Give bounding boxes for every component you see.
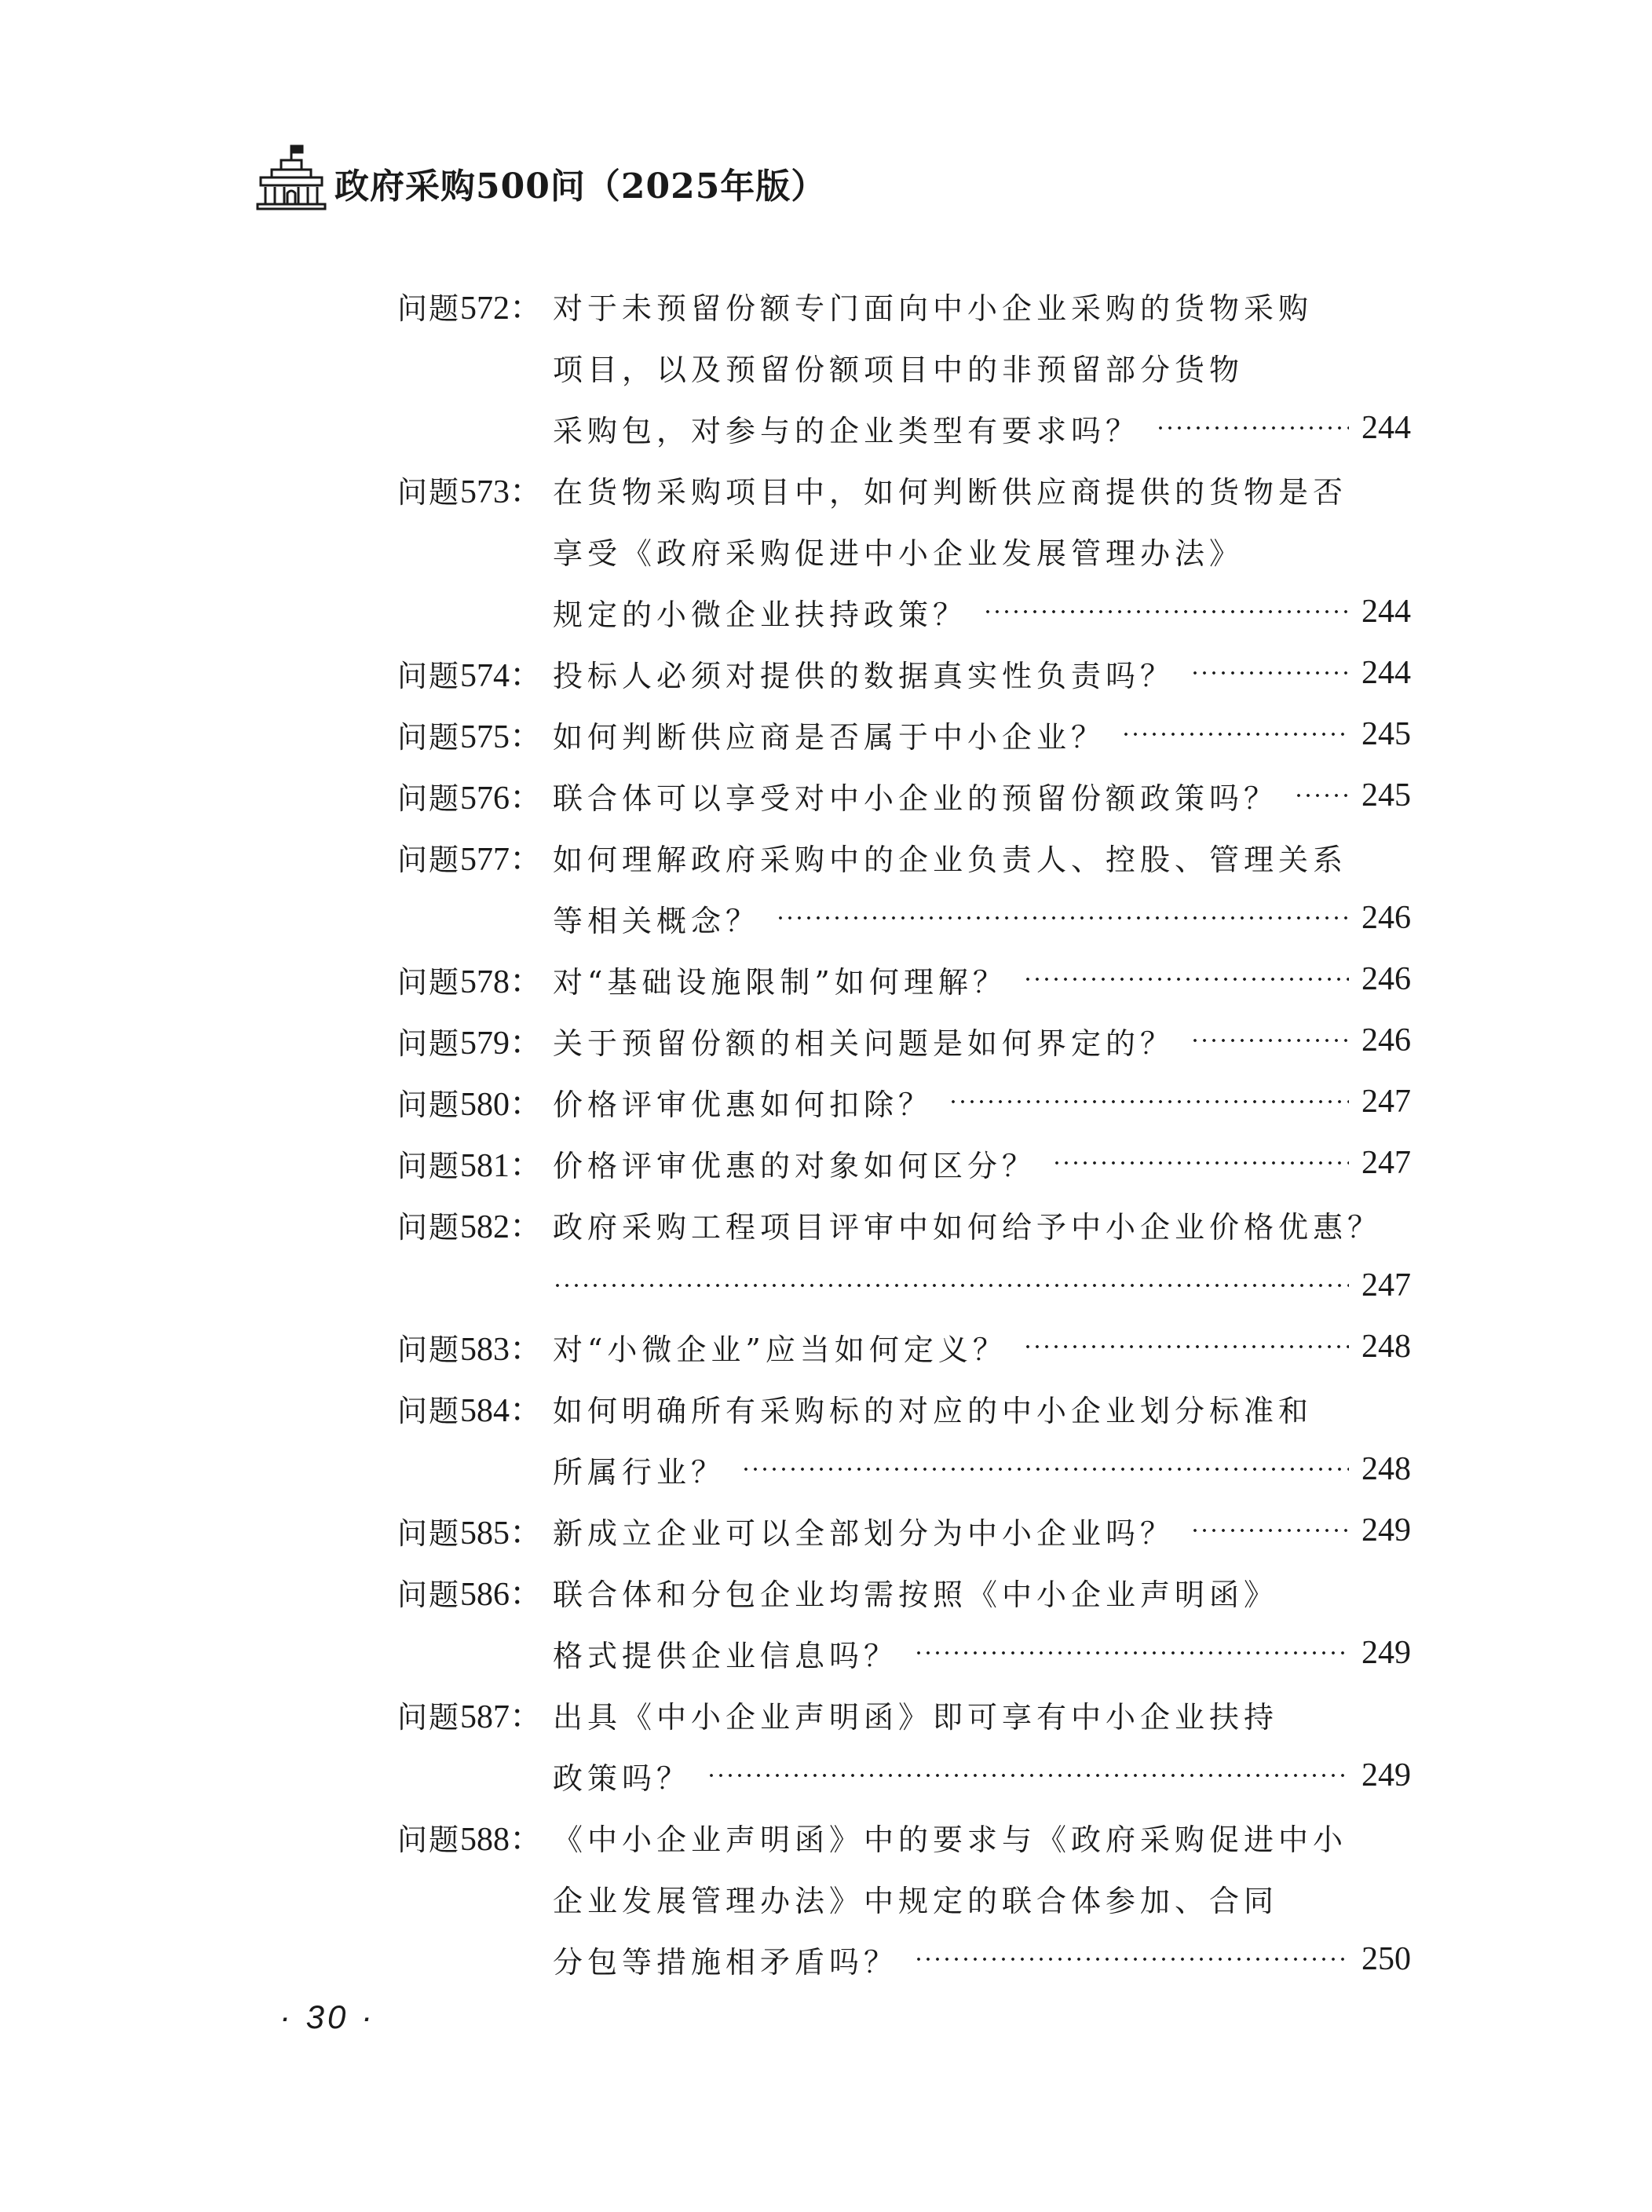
page-ref: 245 (1361, 777, 1411, 814)
question-label (397, 1568, 553, 1615)
question-label (397, 649, 553, 697)
toc-entry[interactable] (397, 826, 1410, 949)
question-text: 对“基础设施限制”如何理解？ (553, 964, 1007, 1000)
question-text: 政策吗？ (553, 1760, 692, 1796)
question-label (397, 1017, 553, 1064)
toc-line (397, 336, 1410, 397)
running-header (256, 140, 826, 210)
question-number: 576： (460, 781, 543, 817)
question-text: 企业发展管理办法》中规定的联合体参加、合同 (553, 1883, 1279, 1918)
toc-line (397, 765, 1410, 826)
question-label (397, 1507, 553, 1554)
question-label (397, 772, 553, 819)
question-label (397, 1078, 553, 1125)
question-number: 578： (460, 964, 543, 1000)
toc-entry[interactable] (397, 704, 1410, 765)
question-number: 587： (460, 1699, 543, 1735)
toc-line (397, 1500, 1410, 1561)
question-text: 新成立企业可以全部划分为中小企业吗？ (553, 1515, 1175, 1551)
dot-leader (1023, 967, 1349, 991)
toc-entry[interactable] (397, 1316, 1410, 1377)
question-label (397, 282, 553, 329)
question-text: 等相关概念？ (553, 903, 761, 938)
question-text: 项目，以及预留份额项目中的非预留部分货物 (553, 352, 1244, 387)
toc-line (397, 1439, 1410, 1500)
page-ref: 250 (1361, 1941, 1411, 1977)
toc-line (397, 1071, 1410, 1132)
dot-leader (776, 906, 1349, 930)
dot-leader (707, 1764, 1349, 1787)
question-word: 问题 (397, 781, 461, 816)
toc-entry[interactable] (397, 765, 1410, 826)
question-label (397, 1384, 553, 1431)
question-word: 问题 (397, 1394, 461, 1428)
question-number: 575： (460, 719, 543, 755)
toc-line (397, 397, 1410, 459)
question-label (397, 1323, 553, 1370)
question-text: 享受《政府采购促进中小企业发展管理办法》 (553, 536, 1244, 571)
page-number: · 30 · (280, 1998, 376, 2035)
toc-line (397, 1622, 1410, 1684)
toc-line (397, 1194, 1410, 1255)
toc-line (397, 520, 1410, 581)
question-word: 问题 (397, 1210, 461, 1245)
toc-line (397, 1745, 1410, 1806)
book-title: 政府采购500问（2025年版） (334, 166, 827, 207)
question-text: 规定的小微企业扶持政策？ (553, 597, 968, 632)
dot-leader (948, 1090, 1349, 1113)
page-ref: 244 (1361, 410, 1411, 446)
question-text: 政府采购工程项目评审中如何给予中小企业价格优惠？ (553, 1209, 1383, 1245)
question-word: 问题 (397, 1088, 461, 1122)
dot-leader (553, 1274, 1349, 1297)
dot-leader (1190, 661, 1349, 685)
page-ref: 246 (1361, 900, 1411, 936)
toc-line (397, 459, 1410, 520)
question-number: 577： (460, 842, 543, 878)
question-label (397, 1813, 553, 1860)
question-text: 格式提供企业信息吗？ (553, 1638, 899, 1673)
toc-line (397, 949, 1410, 1010)
question-label (397, 1691, 553, 1738)
question-number: 581： (460, 1148, 543, 1184)
toc-line (397, 275, 1410, 336)
dot-leader (1121, 722, 1349, 746)
government-building-icon (256, 143, 327, 210)
question-number: 583： (460, 1332, 543, 1368)
question-number: 574： (460, 658, 543, 694)
question-text: 如何明确所有采购标的对应的中小企业划分标准和 (553, 1393, 1314, 1428)
question-word: 问题 (397, 843, 461, 877)
toc-entry[interactable] (397, 1071, 1410, 1132)
question-number: 586： (460, 1577, 543, 1613)
page-ref: 248 (1361, 1329, 1411, 1365)
question-word: 问题 (397, 1700, 461, 1735)
question-word: 问题 (397, 1149, 461, 1183)
question-label (397, 711, 553, 758)
question-number: 588： (460, 1822, 543, 1858)
toc-entry[interactable] (397, 1561, 1410, 1684)
toc-line (397, 887, 1410, 949)
page-ref: 246 (1361, 1022, 1411, 1058)
dot-leader (914, 1947, 1349, 1971)
question-number: 579： (460, 1026, 543, 1062)
question-text: 联合体和分包企业均需按照《中小企业声明函》 (553, 1577, 1279, 1612)
dot-leader (1190, 1519, 1349, 1542)
toc-entry[interactable] (397, 275, 1410, 459)
page-ref: 247 (1361, 1145, 1411, 1181)
page-ref: 247 (1361, 1267, 1411, 1303)
question-label (397, 833, 553, 880)
page-ref: 249 (1361, 1512, 1411, 1548)
question-text: 价格评审优惠如何扣除？ (553, 1087, 934, 1122)
page-ref: 244 (1361, 594, 1411, 630)
dot-leader (1294, 784, 1349, 807)
toc-line (397, 581, 1410, 642)
toc-line (397, 1316, 1410, 1377)
question-text: 分包等措施相矛盾吗？ (553, 1944, 899, 1980)
question-number: 580： (460, 1087, 543, 1123)
question-word: 问题 (397, 475, 461, 510)
question-word: 问题 (397, 1578, 461, 1612)
question-number: 573： (460, 474, 543, 510)
toc-entry[interactable] (397, 1194, 1410, 1316)
toc-line (397, 1010, 1410, 1071)
toc-line (397, 1929, 1410, 1990)
dot-leader (1156, 416, 1349, 440)
question-text: 对“小微企业”应当如何定义？ (553, 1332, 1007, 1367)
toc-entry[interactable] (397, 1377, 1410, 1500)
table-of-contents (397, 275, 1410, 1990)
question-text: 所属行业？ (553, 1454, 726, 1490)
question-number: 585： (460, 1515, 543, 1552)
toc-line (397, 1806, 1410, 1867)
question-text: 在货物采购项目中，如何判断供应商提供的货物是否 (553, 474, 1348, 510)
toc-line (397, 1255, 1410, 1316)
toc-entry[interactable] (397, 1132, 1410, 1194)
dot-leader (1052, 1151, 1349, 1175)
toc-entry[interactable] (397, 949, 1410, 1010)
question-text: 投标人必须对提供的数据真实性负责吗？ (553, 658, 1175, 693)
toc-entry[interactable] (397, 459, 1410, 642)
dot-leader (1190, 1029, 1349, 1052)
question-label (397, 1201, 553, 1248)
question-number: 582： (460, 1209, 543, 1245)
question-number: 584： (460, 1393, 543, 1429)
page-ref: 247 (1361, 1084, 1411, 1120)
question-text: 价格评审优惠的对象如何区分？ (553, 1148, 1037, 1183)
question-word: 问题 (397, 1823, 461, 1857)
question-word: 问题 (397, 1026, 461, 1061)
question-label (397, 1139, 553, 1186)
toc-line (397, 1377, 1410, 1439)
question-text: 关于预留份额的相关问题是如何界定的？ (553, 1026, 1175, 1061)
question-label (397, 466, 553, 513)
toc-line (397, 1867, 1410, 1929)
page-ref: 249 (1361, 1635, 1411, 1671)
page-ref: 244 (1361, 655, 1411, 691)
toc-entry[interactable] (397, 1684, 1410, 1806)
page-ref: 249 (1361, 1757, 1411, 1793)
question-number: 572： (460, 291, 543, 327)
toc-line (397, 642, 1410, 704)
question-text: 出具《中小企业声明函》即可享有中小企业扶持 (553, 1699, 1279, 1735)
toc-line (397, 704, 1410, 765)
toc-entry[interactable] (397, 1500, 1410, 1561)
question-text: 如何判断供应商是否属于中小企业？ (553, 719, 1106, 755)
question-word: 问题 (397, 965, 461, 1000)
dot-leader (741, 1457, 1349, 1481)
question-word: 问题 (397, 1333, 461, 1367)
dot-leader (914, 1641, 1349, 1665)
page-ref: 248 (1361, 1451, 1411, 1487)
question-word: 问题 (397, 659, 461, 693)
toc-entry[interactable] (397, 1806, 1410, 1990)
toc-line (397, 1132, 1410, 1194)
question-text: 采购包，对参与的企业类型有要求吗？ (553, 413, 1141, 448)
toc-line (397, 826, 1410, 887)
question-label (397, 956, 553, 1003)
dot-leader (983, 600, 1349, 623)
question-text: 对于未预留份额专门面向中小企业采购的货物采购 (553, 291, 1314, 326)
question-text: 如何理解政府采购中的企业负责人、控股、管理关系 (553, 842, 1348, 877)
toc-line (397, 1561, 1410, 1622)
question-word: 问题 (397, 720, 461, 755)
toc-line (397, 1684, 1410, 1745)
dot-leader (1023, 1335, 1349, 1358)
question-text: 联合体可以享受对中小企业的预留份额政策吗？ (553, 781, 1279, 816)
toc-entry[interactable] (397, 1010, 1410, 1071)
page-ref: 246 (1361, 961, 1411, 997)
question-word: 问题 (397, 1516, 461, 1551)
toc-entry[interactable] (397, 642, 1410, 704)
question-text: 《中小企业声明函》中的要求与《政府采购促进中小 (553, 1822, 1348, 1857)
question-word: 问题 (397, 291, 461, 326)
page-ref: 245 (1361, 716, 1411, 752)
